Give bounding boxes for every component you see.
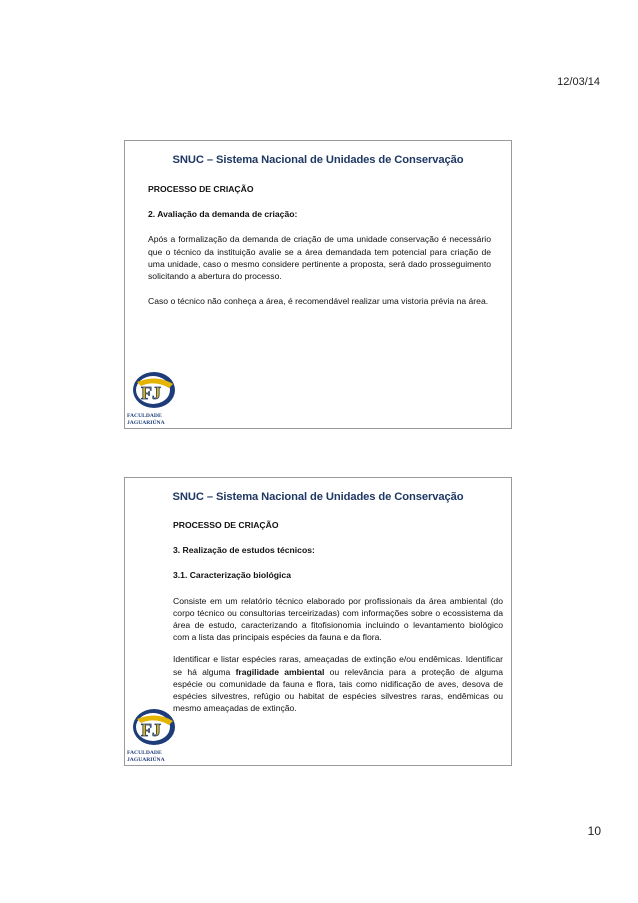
page-date: 12/03/14 <box>557 76 600 88</box>
subsection-heading: 2. Avaliação da demanda de criação: <box>148 209 298 220</box>
page-number: 10 <box>587 824 601 838</box>
slide-content <box>148 183 491 307</box>
slide-title: SNUC – Sistema Nacional de Unidades de Conservação <box>172 154 464 166</box>
faculdade-logo <box>127 705 177 763</box>
faj-emblem-icon <box>127 705 177 751</box>
slide-1 <box>124 140 512 429</box>
paragraph: Caso o técnico não conheça a área, é recomendável realizar uma vistoria prévia na área. <box>148 296 489 307</box>
subsection-heading: 3. Realização de estudos técnicos: <box>173 545 315 556</box>
emphasis-text: fragilidade ambiental <box>235 666 325 677</box>
slide-2 <box>124 477 512 766</box>
paragraph: Após a formalização da demanda de criação de uma unidade conservação é necessário que o técnico da instituição avalie se a área demandada tem potencial para criação de uma unidade, caso o mesmo considere pertinente a proposta, será dado prosseguimento solicitando a abertura do processo. <box>148 234 491 282</box>
faj-emblem-icon <box>127 368 177 414</box>
slide-title: SNUC – Sistema Nacional de Unidades de Conservação <box>172 491 464 503</box>
paragraph: Identificar e listar espécies raras, ameaçadas de extinção e/ou endêmicas. Identificar se há alguma fragilidade ambiental ou relevância para a proteção de alguma espécie ou comunidade da fauna e flora, tais como nidificação de aves, desova de espécies silvestres, refúgio ou habitat de espécies silvestres raras, endêmicas ou mesmo ameaçadas de extinção. <box>173 654 503 714</box>
faculdade-logo <box>127 368 177 426</box>
subsubsection-heading: 3.1. Caracterização biológica <box>173 570 291 581</box>
section-heading: PROCESSO DE CRIAÇÃO <box>173 520 279 530</box>
section-heading: PROCESSO DE CRIAÇÃO <box>148 184 254 194</box>
paragraph: Consiste em um relatório técnico elaborado por profissionais da área ambiental (do corpo técnico ou consultorias terceirizadas) com informações sobre o ecossistema da área de estudo, caracterizando a fitofisionomia incluindo o levantamento biológico com a lista das principais espécies da fauna e da flora. <box>173 595 503 643</box>
slide-content <box>173 519 503 714</box>
logo-text: FACULDADE JAGUARIÚNA <box>127 413 165 426</box>
svg-text:FJ: FJ <box>141 383 161 403</box>
logo-text: FACULDADE JAGUARIÚNA <box>127 750 165 763</box>
svg-text:FJ: FJ <box>141 720 161 740</box>
